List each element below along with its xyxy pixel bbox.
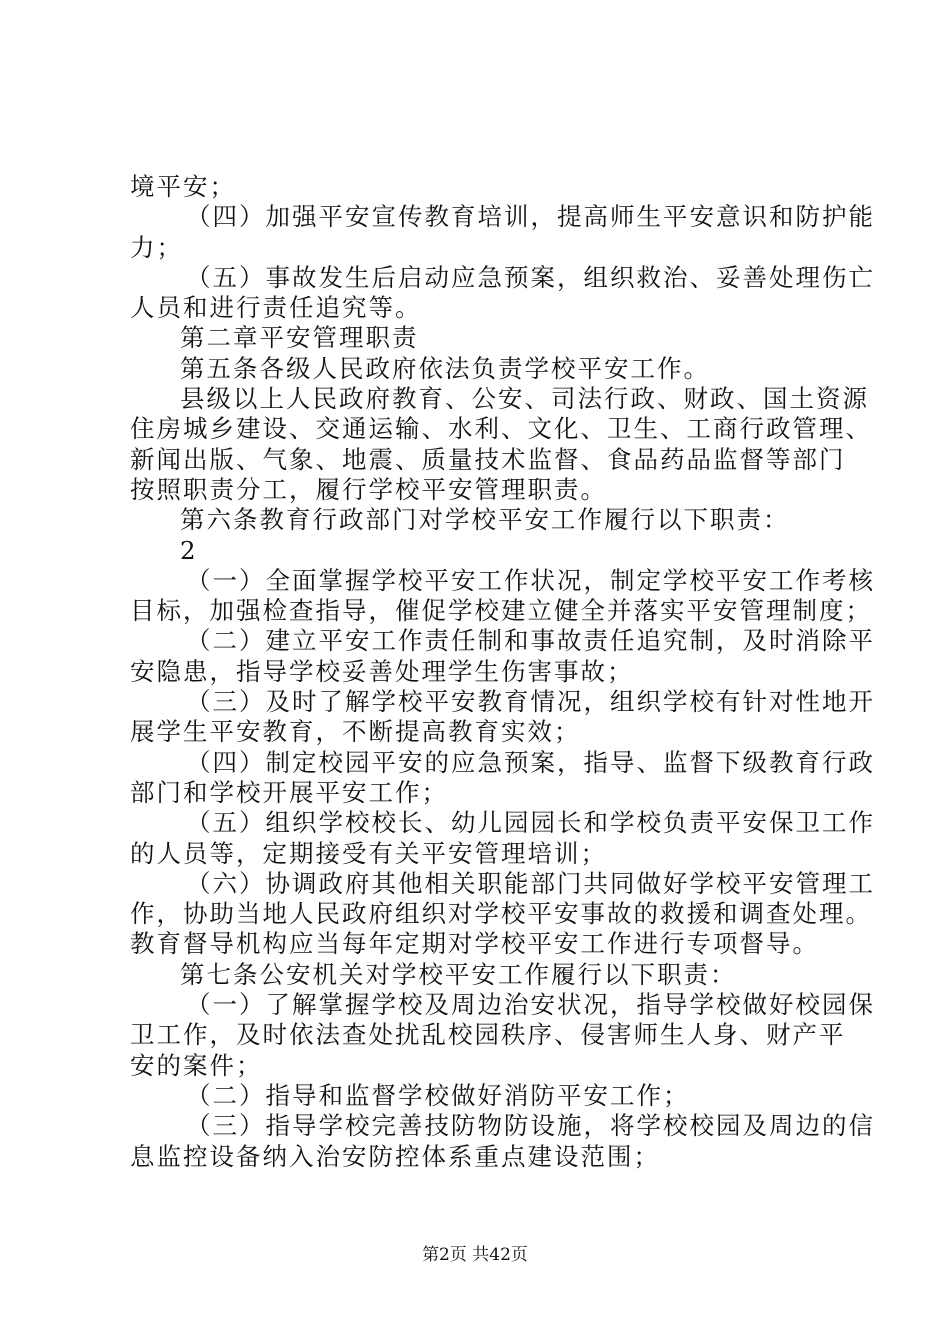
text-line: 新闻出版、气象、地震、质量技术监督、食品药品监督等部门 (130, 444, 846, 474)
text-line: （二）建立平安工作责任制和事故责任追究制，及时消除平 (186, 626, 875, 656)
text-line: 作，协助当地人民政府组织对学校平安事故的救援和调查处理。 (130, 899, 872, 929)
text-line: （五）事故发生后启动应急预案，组织救治、妥善处理伤亡 (186, 262, 875, 292)
text-line: （三）及时了解学校平安教育情况，组织学校有针对性地开 (186, 687, 875, 717)
text-line: 教育督导机构应当每年定期对学校平安工作进行专项督导。 (130, 929, 819, 959)
page-footer: 第2页 共42页 (422, 1245, 528, 1265)
text-line: 的人员等，定期接受有关平安管理培训； (130, 838, 607, 868)
text-line: （四）加强平安宣传教育培训，提高师生平安意识和防护能 (186, 202, 875, 232)
text-line: 展学生平安教育，不断提高教育实效； (130, 717, 581, 747)
text-line: （一）全面掌握学校平安工作状况，制定学校平安工作考核 (186, 565, 875, 595)
text-line: 安隐患，指导学校妥善处理学生伤害事故； (130, 656, 634, 686)
text-line: 安的案件； (130, 1050, 263, 1080)
text-line: （六）协调政府其他相关职能部门共同做好学校平安管理工 (186, 868, 875, 898)
text-line: 第六条教育行政部门对学校平安工作履行以下职责： (180, 505, 790, 535)
chapter-heading: 第二章平安管理职责 (180, 323, 419, 353)
text-line: 力； (130, 232, 183, 262)
text-line: （五）组织学校校长、幼儿园园长和学校负责平安保卫工作 (186, 808, 875, 838)
text-line: 人员和进行责任追究等。 (130, 293, 422, 323)
text-line: 部门和学校开展平安工作； (130, 777, 448, 807)
text-line: 境平安； (130, 172, 236, 201)
text-line: 卫工作，及时依法查处扰乱校园秩序、侵害师生人身、财产平 (130, 1020, 846, 1050)
text-line: 第五条各级人民政府依法负责学校平安工作。 (180, 353, 710, 383)
text-line: （二）指导和监督学校做好消防平安工作； (186, 1080, 690, 1110)
page-marker: 2 (180, 535, 198, 565)
text-line: 息监控设备纳入治安防控体系重点建设范围； (130, 1141, 660, 1171)
text-line: 目标，加强检查指导，催促学校建立健全并落实平安管理制度； (130, 596, 872, 626)
text-line: （四）制定校园平安的应急预案，指导、监督下级教育行政 (186, 747, 875, 777)
text-line: 住房城乡建设、交通运输、水利、文化、卫生、工商行政管理、 (130, 414, 872, 444)
text-line: 按照职责分工，履行学校平安管理职责。 (130, 474, 607, 504)
text-line: 县级以上人民政府教育、公安、司法行政、财政、国土资源 (180, 384, 869, 414)
text-line: 第七条公安机关对学校平安工作履行以下职责： (180, 959, 737, 989)
document-body (130, 172, 875, 1172)
text-line: （三）指导学校完善技防物防设施，将学校校园及周边的信 (186, 1111, 875, 1141)
text-line: （一）了解掌握学校及周边治安状况，指导学校做好校园保 (186, 990, 875, 1020)
